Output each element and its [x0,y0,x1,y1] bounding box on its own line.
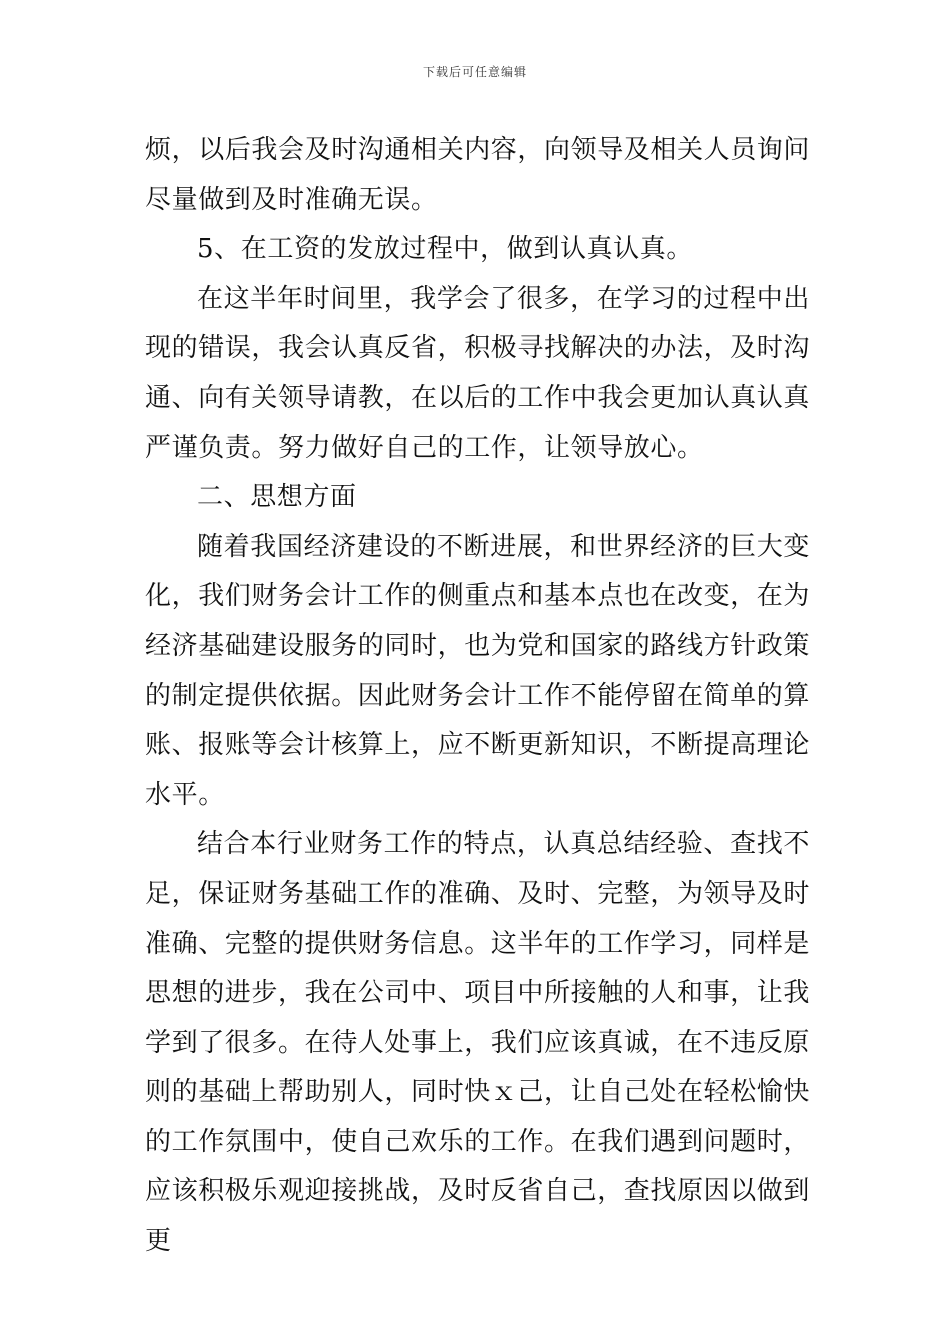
paragraph-half-year-summary: 在这半年时间里，我学会了很多，在学习的过程中出现的错误，我会认真反省，积极寻找解决的办法，及时沟通、向有关领导请教，在以后的工作中我会更加认真认真严谨负责。努力做好自己的工作，让领导放心。 [145,283,811,463]
section-heading-thought: 二、思想方面 [197,482,357,513]
header-note: 下载后可任意编辑 [422,65,527,79]
paragraph-work-experience: 结合本行业财务工作的特点，认真总结经验、查找不足，保证财务基础工作的准确、及时、完整，为领导及时准确、完整的提供财务信息。这半年的工作学习，同样是思想的进步，我在公司中、项目中所接触的人和事，让我学到了很多。在待人处事上，我们应该真诚，在不违反原则的基础上帮助别人，同时快ｘ己，让自己处在轻松愉快的工作氛围中，使自己欢乐的工作。在我们遇到问题时，应该积极乐观迎接挑战，及时反省自己，查找原因以做到更 [145,829,811,1257]
paragraph-item-5: 5、在工资的发放过程中，做到认真认真。 [197,234,693,265]
paragraph-continued: 烦，以后我会及时沟通相关内容，向领导及相关人员询问尽量做到及时准确无误。 [145,135,811,215]
document-body [145,126,810,1267]
paragraph-economic-development: 随着我国经济建设的不断进展，和世界经济的巨大变化，我们财务会计工作的侧重点和基本点也在改变，在为经济基础建设服务的同时，也为党和国家的路线方针政策的制定提供依据。因此财务会计工作不能停留在简单的算账、报账等会计核算上，应不断更新知识，不断提高理论水平。 [145,531,811,810]
